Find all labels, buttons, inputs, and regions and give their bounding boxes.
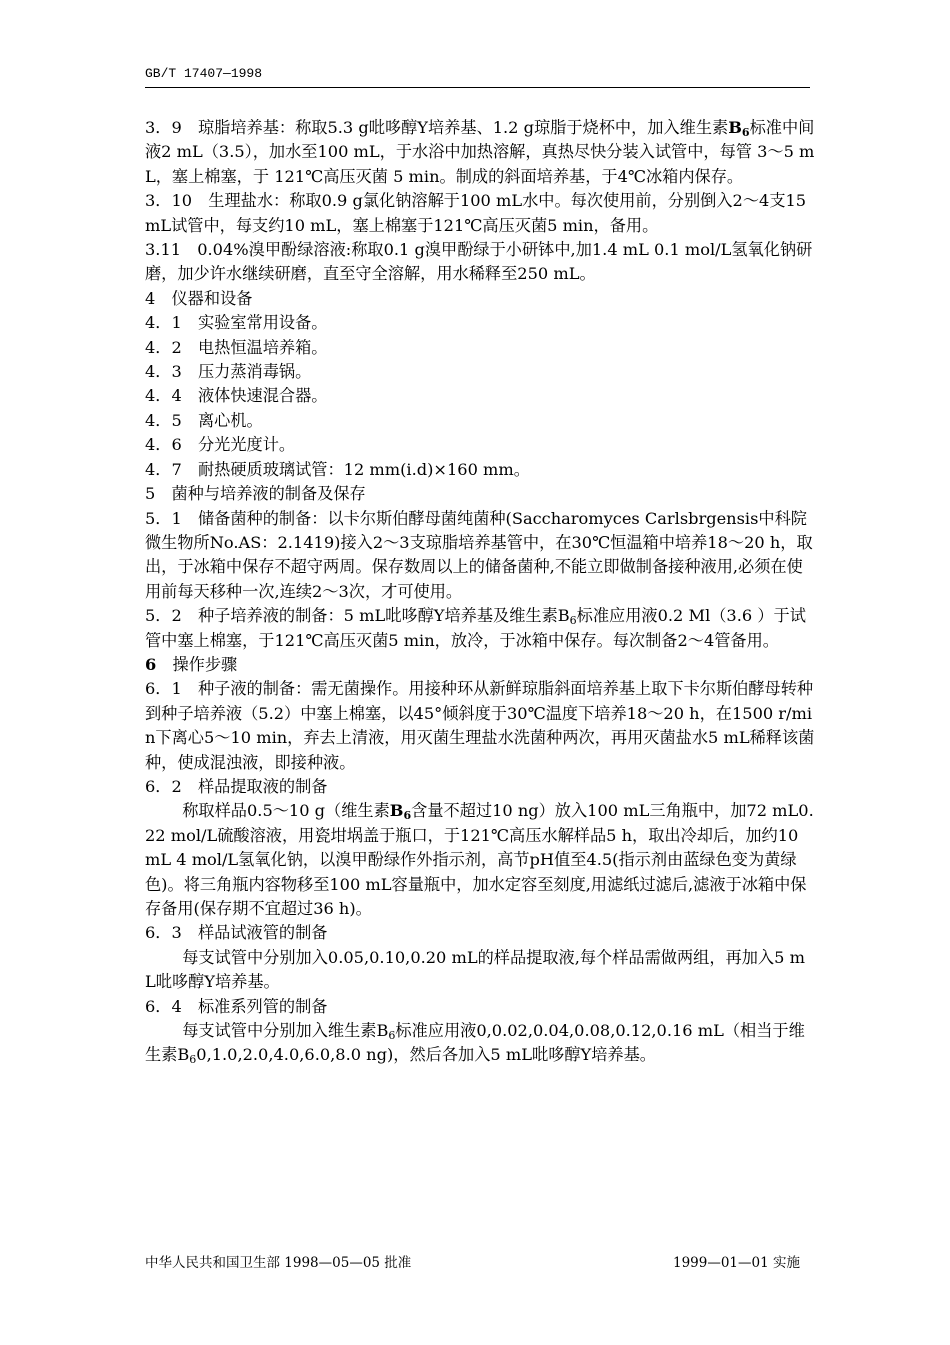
clause-6-1: 6．1 种子液的制备：需无菌操作。用接种环从新鲜琼脂斜面培养基上取下卡尔斯伯酵母转种到种子培养液（5.2）中塞上棉塞，以45°倾斜度于30℃温度下培养18～20 h，在1500 r/min下离心5～10 min，弃去上清液，用灭菌生理盐水洗菌种两次，再用灭菌盐水5 mL稀释该菌种，使成混浊液，即接种液。 <box>145 679 815 772</box>
clause-6-4-heading: 6．4 标准系列管的制备 <box>145 996 328 1016</box>
section-title-text: 操作步骤 <box>156 654 238 674</box>
clause-text: 标准中间液2 mL（3.5），加水至100 mL，于水浴中加热溶解，真热尽快分装入试管中，每管 3～5 mL，塞上棉塞，于 121℃高压灭菌 5 min。制成的斜面培养基，于4℃冰箱内保存。 <box>145 118 815 186</box>
clause-text: 0,1.0,2.0,4.0,6.0,8.0 ng)，然后各加入5 mL吡哆醇Y培养基。 <box>196 1045 656 1065</box>
clause-text: 5．2 种子培养液的制备：5 mL吡哆醇Y培养基及维生素B <box>145 606 570 626</box>
vitamin-b6 <box>389 801 412 823</box>
clause-4-6: 4．6 分光光度计。 <box>145 435 296 455</box>
clause-text: 称取样品0.5～10 g（维生素 <box>182 801 390 821</box>
clause-text: 3．9 琼脂培养基：称取5.3 g吡哆醇Y培养基、1.2 g琼脂于烧杯中，加入维生素 <box>145 118 729 137</box>
clause-3-11: 3.11 0.04%溴甲酚绿溶液:称取0.1 g溴甲酚绿于小研钵中,加1.4 mL 0.1 mol/L氢氧化钠研磨，加少许水继续研磨，直至守全溶解，用水稀释至250 mL。 <box>145 240 813 284</box>
clause-3-9 <box>145 116 815 189</box>
clause-text: 标准应用液0,0.02,0.04,0.08,0.12,0.16 mL（相当于维生素B <box>145 1021 805 1065</box>
subscript: 6 <box>189 1053 197 1067</box>
clause-4-4: 4．4 液体快速混合器。 <box>145 386 328 406</box>
clause-5-1: 5．1 储备菌种的制备：以卡尔斯伯酵母菌纯菌种(Saccharomyces Carlsbrgensis中科院微生物所No.AS：2.1419)接入2～3支琼脂培养基管中，在30℃恒温箱中培养18～20 h，取出，于冰箱中保存不超守两周。保存数周以上的储备菌种,不能立即做制备接种液用,必须在使用前每天移种一次,连续2～3次，才可使用。 <box>145 508 813 601</box>
clause-3-10: 3．10 生理盐水：称取0.9 g氯化钠溶解于100 mL水中。每次使用前，分别倒入2～4支15 mL试管中，每支约10 mL，塞上棉塞于121℃高压灭菌5 min，备用。 <box>145 191 807 235</box>
clause-text: 含量不超过10 ng）放入100 mL三角瓶中，加72 mL0.22 mol/L硫酸溶液，用瓷坩埚盖于瓶口，于121℃高压水解样品5 h，取出冷却后，加约10 mL 4 mol/L氢氧化钠，以溴甲酚绿作外指示剂，高节pH值至4.5(指示剂由蓝绿色变为黄绿色)。将三角瓶内容物移至100 mL容量瓶中，加水定容至刻度,用滤纸过滤后,滤液于冰箱中保存备用(保存期不宜超过36 h)。 <box>145 801 814 918</box>
subscript: 6 <box>569 613 577 627</box>
document-body <box>145 116 815 1068</box>
subscript: 6 <box>403 809 412 823</box>
clause-4-3: 4．3 压力蒸消毒锅。 <box>145 362 312 382</box>
clause-6-4-body <box>145 1019 815 1068</box>
document-code: GB/T 17407—1998 <box>145 66 263 81</box>
clause-6-3-body: 每支试管中分别加入0.05,0.10,0.20 mL的样品提取液,每个样品需做两组，再加入5 mL吡哆醇Y培养基。 <box>145 947 805 992</box>
approval-note: 中华人民共和国卫生部 1998—05—05 批准 <box>145 1255 412 1271</box>
clause-6-2-heading: 6．2 样品提取液的制备 <box>145 776 328 796</box>
clause-4-2: 4．2 电热恒温培养箱。 <box>145 337 328 357</box>
clause-4-1: 4．1 实验室常用设备。 <box>145 313 328 333</box>
clause-6-3-heading: 6．3 样品试液管的制备 <box>145 923 328 943</box>
header-rule <box>145 87 810 88</box>
section-6-title <box>145 653 815 677</box>
clause-4-5: 4．5 离心机。 <box>145 410 263 430</box>
clause-5-2 <box>145 604 815 653</box>
subscript: 6 <box>388 1028 396 1042</box>
section-number: 6 <box>145 654 157 674</box>
vitamin-b6 <box>728 118 749 137</box>
section-5-title: 5 菌种与培养液的制备及保存 <box>145 484 366 504</box>
clause-4-7: 4．7 耐热硬质玻璃试管：12 mm(i.d)×160 mm。 <box>145 459 530 479</box>
b-letter: B <box>728 118 742 137</box>
clause-6-2-body <box>145 799 815 921</box>
clause-text: 每支试管中分别加入维生素B <box>182 1021 389 1041</box>
clause-text: 标准应用液0.2 Ml（3.6 ）于试管中塞上棉塞，于121℃高压灭菌5 min，放冷，于冰箱中保存。每次制备2～4管备用。 <box>145 606 806 650</box>
subscript: 6 <box>741 125 750 139</box>
b-letter: B <box>389 801 404 821</box>
section-4-title: 4 仪器和设备 <box>145 288 253 308</box>
implementation-date: 1999—01—01 实施 <box>672 1255 800 1271</box>
